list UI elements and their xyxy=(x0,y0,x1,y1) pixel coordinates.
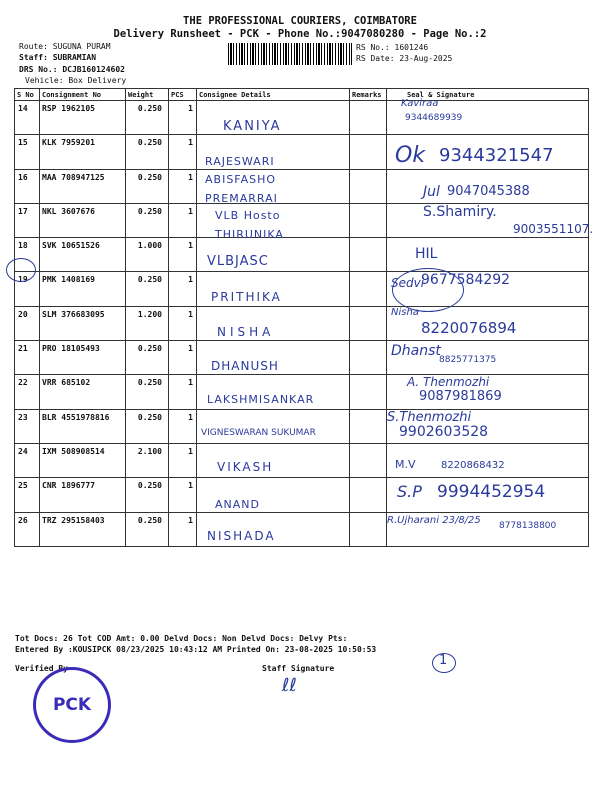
table-row xyxy=(15,306,589,340)
table-row xyxy=(15,135,589,169)
phone-handwriting: 9677584292 xyxy=(421,272,511,289)
row-remarks xyxy=(350,238,387,272)
row-consignee xyxy=(197,409,350,443)
phone-handwriting: 9344321547 xyxy=(439,145,554,167)
row-consignment: VRR 685102 xyxy=(40,375,126,409)
row-remarks xyxy=(350,306,387,340)
row-consignee xyxy=(197,341,350,375)
phone-handwriting: 9344689939 xyxy=(405,113,463,123)
row-sno: 21 xyxy=(15,341,40,375)
consignee-handwriting: VLB Hosto THIRUNIKA xyxy=(215,208,284,241)
row-sno: 20 xyxy=(15,306,40,340)
row-signature xyxy=(387,512,589,546)
row-consignment: PRO 18105493 xyxy=(40,341,126,375)
consignee-handwriting: VIGNESWARAN SUKUMAR xyxy=(201,427,316,438)
row-consignment: RSP 1962105 xyxy=(40,101,126,135)
row-remarks xyxy=(350,101,387,135)
phone-handwriting: 8778138800 xyxy=(499,520,557,531)
rs-date: RS Date: 23-Aug-2025 xyxy=(356,54,453,63)
vehicle-label: Vehicle: Box Delivery xyxy=(25,76,127,85)
row-signature xyxy=(387,409,589,443)
signature-handwriting: Nisha xyxy=(391,306,419,318)
row-signature xyxy=(387,375,589,409)
table-header xyxy=(15,89,589,101)
row-remarks xyxy=(350,443,387,477)
row-pcs: 1 xyxy=(169,512,197,546)
verified-by-label: Verified By xyxy=(15,664,68,673)
row-remarks xyxy=(350,135,387,169)
row-signature xyxy=(387,135,589,169)
row-weight: 0.250 xyxy=(126,375,169,409)
row-sno: 19 xyxy=(15,272,40,306)
row-pcs: 1 xyxy=(169,169,197,203)
row-consignee xyxy=(197,203,350,241)
signature-handwriting: Sedvi xyxy=(391,276,425,291)
row-pcs: 1 xyxy=(169,238,197,272)
table-row xyxy=(15,203,589,237)
staff-signature-scribble: ℓℓ xyxy=(282,675,297,696)
consignee-handwriting: PRITHIKA xyxy=(211,290,282,305)
table-row xyxy=(15,341,589,375)
phone-handwriting: 9047045388 xyxy=(447,183,530,199)
row-weight: 1.000 xyxy=(126,238,169,272)
row-weight: 0.250 xyxy=(126,203,169,237)
row-pcs: 1 xyxy=(169,443,197,477)
phone-handwriting: 8220868432 xyxy=(441,459,505,471)
row-pcs: 1 xyxy=(169,478,197,512)
row-consignment: PMK 1408169 xyxy=(40,272,126,306)
consignee-handwriting: KANIYA xyxy=(223,119,282,134)
row-consignment: BLR 4551978816 xyxy=(40,409,126,443)
row-consignee xyxy=(197,306,350,340)
consignee-handwriting: DHANUSH xyxy=(211,359,279,374)
table-row xyxy=(15,478,589,512)
table-row xyxy=(15,443,589,477)
row-pcs: 1 xyxy=(169,101,197,135)
drs-label: DRS No.: DCJB160124602 xyxy=(19,65,125,74)
row-consignment: TRZ 295158403 xyxy=(40,512,126,546)
signature-handwriting: M.V xyxy=(395,457,416,471)
rs-number: RS No.: 1601246 xyxy=(356,43,429,52)
row-weight: 0.250 xyxy=(126,409,169,443)
row-sno: 22 xyxy=(15,375,40,409)
phone-handwriting: 9902603528 xyxy=(399,423,489,440)
row-consignee xyxy=(197,443,350,477)
row-remarks xyxy=(350,272,387,306)
row-weight: 0.250 xyxy=(126,101,169,135)
hil-circle-mark xyxy=(392,268,464,312)
signature-handwriting: Kaviraa xyxy=(401,98,439,109)
signature-handwriting: Dhanst xyxy=(391,343,441,360)
col-remarks: Remarks xyxy=(350,89,387,101)
row-consignment: KLK 7959201 xyxy=(40,135,126,169)
signature-handwriting: R.Ujharani 23/8/25 xyxy=(387,514,481,526)
row-weight: 2.100 xyxy=(126,443,169,477)
row-consignee xyxy=(197,169,350,203)
pck-stamp: PCK xyxy=(33,667,111,743)
row-pcs: 1 xyxy=(169,306,197,340)
consignee-handwriting: VLBJASC xyxy=(207,254,269,270)
row-remarks xyxy=(350,375,387,409)
phone-handwriting: 8220076894 xyxy=(421,318,517,337)
row-pcs: 1 xyxy=(169,272,197,306)
row-weight: 1.200 xyxy=(126,306,169,340)
row-consignment: CNR 1896777 xyxy=(40,478,126,512)
row-signature xyxy=(387,443,589,477)
phone-handwriting: 9003551107. xyxy=(513,221,594,236)
row-signature xyxy=(387,203,594,237)
row-18-circle-mark xyxy=(6,258,36,282)
row-pcs: 1 xyxy=(169,375,197,409)
staff-signature-label: Staff Signature xyxy=(262,664,335,673)
row-consignee xyxy=(197,101,350,135)
row-sno: 16 xyxy=(15,169,40,203)
entered-by-line: Entered By :KOUSIPCK 08/23/2025 10:43:12 AM Printed On: 23-08-2025 10:50:53 xyxy=(15,645,377,654)
row-consignment: NKL 3607676 xyxy=(40,203,126,237)
signature-handwriting: S.Thenmozhi xyxy=(387,409,472,425)
totals-line: Tot Docs: 26 Tot COD Amt: 0.00 Delvd Docs: Non Delvd Docs: Delvy Pts: xyxy=(15,634,348,643)
row-sno: 24 xyxy=(15,443,40,477)
table-row xyxy=(15,101,589,135)
runsheet-title: Delivery Runsheet - PCK - Phone No.:9047080280 - Page No.:2 xyxy=(113,28,487,40)
consignee-handwriting: ABISFASHO PREMARRAI xyxy=(205,172,278,205)
row-consignment: IXM 508908514 xyxy=(40,443,126,477)
row-sno: 17 xyxy=(15,203,40,237)
row-signature xyxy=(387,238,589,272)
consignee-handwriting: RAJESWARI xyxy=(205,155,275,169)
row-weight: 0.250 xyxy=(126,341,169,375)
row-signature xyxy=(387,169,589,203)
signature-handwriting: S.P xyxy=(397,482,422,502)
row-remarks xyxy=(350,478,387,512)
row-sno: 14 xyxy=(15,101,40,135)
col-pcs: PCS xyxy=(169,89,197,101)
row-remarks xyxy=(350,203,387,237)
row-signature xyxy=(387,306,589,340)
row-consignment: SVK 10651526 xyxy=(40,238,126,272)
phone-handwriting: 8825771375 xyxy=(439,355,497,366)
row-signature xyxy=(387,478,589,512)
page-count-number: 1 xyxy=(439,653,448,668)
runsheet-table xyxy=(14,88,594,547)
consignee-handwriting: NISHA xyxy=(217,324,275,339)
signature-handwriting: Ok xyxy=(395,143,426,169)
signature-handwriting: Jul xyxy=(423,183,440,200)
row-consignee xyxy=(197,478,350,512)
row-consignment: MAA 708947125 xyxy=(40,169,126,203)
row-remarks xyxy=(350,409,387,443)
table-row xyxy=(15,409,589,443)
signature-handwriting: S.Shamiry. xyxy=(423,203,497,220)
table-row xyxy=(15,512,589,546)
row-pcs: 1 xyxy=(169,409,197,443)
route-label: Route: SUGUNA PURAM xyxy=(19,42,111,51)
row-consignment: SLM 376683095 xyxy=(40,306,126,340)
row-weight: 0.250 xyxy=(126,272,169,306)
col-signature: Seal & Signature xyxy=(387,89,589,101)
row-sno: 26 xyxy=(15,512,40,546)
row-sno: 25 xyxy=(15,478,40,512)
row-sno: 23 xyxy=(15,409,40,443)
table-row xyxy=(15,272,589,306)
phone-handwriting: 9087981869 xyxy=(419,389,502,405)
consignee-handwriting: VIKASH xyxy=(217,459,274,474)
col-weight: Weight xyxy=(126,89,169,101)
consignee-handwriting: LAKSHMISANKAR xyxy=(207,393,315,407)
row-sno: 15 xyxy=(15,135,40,169)
row-weight: 0.250 xyxy=(126,169,169,203)
row-weight: 0.250 xyxy=(126,478,169,512)
table-row xyxy=(15,375,589,409)
consignee-handwriting: NISHADA xyxy=(207,528,276,543)
row-weight: 0.250 xyxy=(126,512,169,546)
row-consignee xyxy=(197,375,350,409)
row-remarks xyxy=(350,169,387,203)
signature-handwriting: HIL xyxy=(415,246,438,263)
table-row xyxy=(15,238,589,272)
row-consignee xyxy=(197,272,350,306)
barcode xyxy=(228,43,352,65)
col-consignment: Consignment No xyxy=(40,89,126,101)
row-consignee xyxy=(197,238,350,272)
row-remarks xyxy=(350,341,387,375)
row-consignee xyxy=(197,135,350,169)
table-row xyxy=(15,169,589,203)
row-pcs: 1 xyxy=(169,203,197,237)
row-weight: 0.250 xyxy=(126,135,169,169)
row-pcs: 1 xyxy=(169,135,197,169)
row-signature xyxy=(387,341,589,375)
signature-handwriting: A. Thenmozhi xyxy=(407,375,490,390)
row-signature xyxy=(387,98,589,135)
phone-handwriting: 9994452954 xyxy=(437,482,546,503)
consignee-handwriting: ANAND xyxy=(215,498,260,512)
staff-label: Staff: SUBRAMIAN xyxy=(19,53,97,62)
row-sno: 18 xyxy=(15,238,40,272)
col-sno: S No xyxy=(15,89,40,101)
row-remarks xyxy=(350,512,387,546)
company-title: THE PROFESSIONAL COURIERS, COIMBATORE xyxy=(183,15,417,27)
col-consignee: Consignee Details xyxy=(197,89,350,101)
row-consignee xyxy=(197,512,350,546)
row-pcs: 1 xyxy=(169,341,197,375)
